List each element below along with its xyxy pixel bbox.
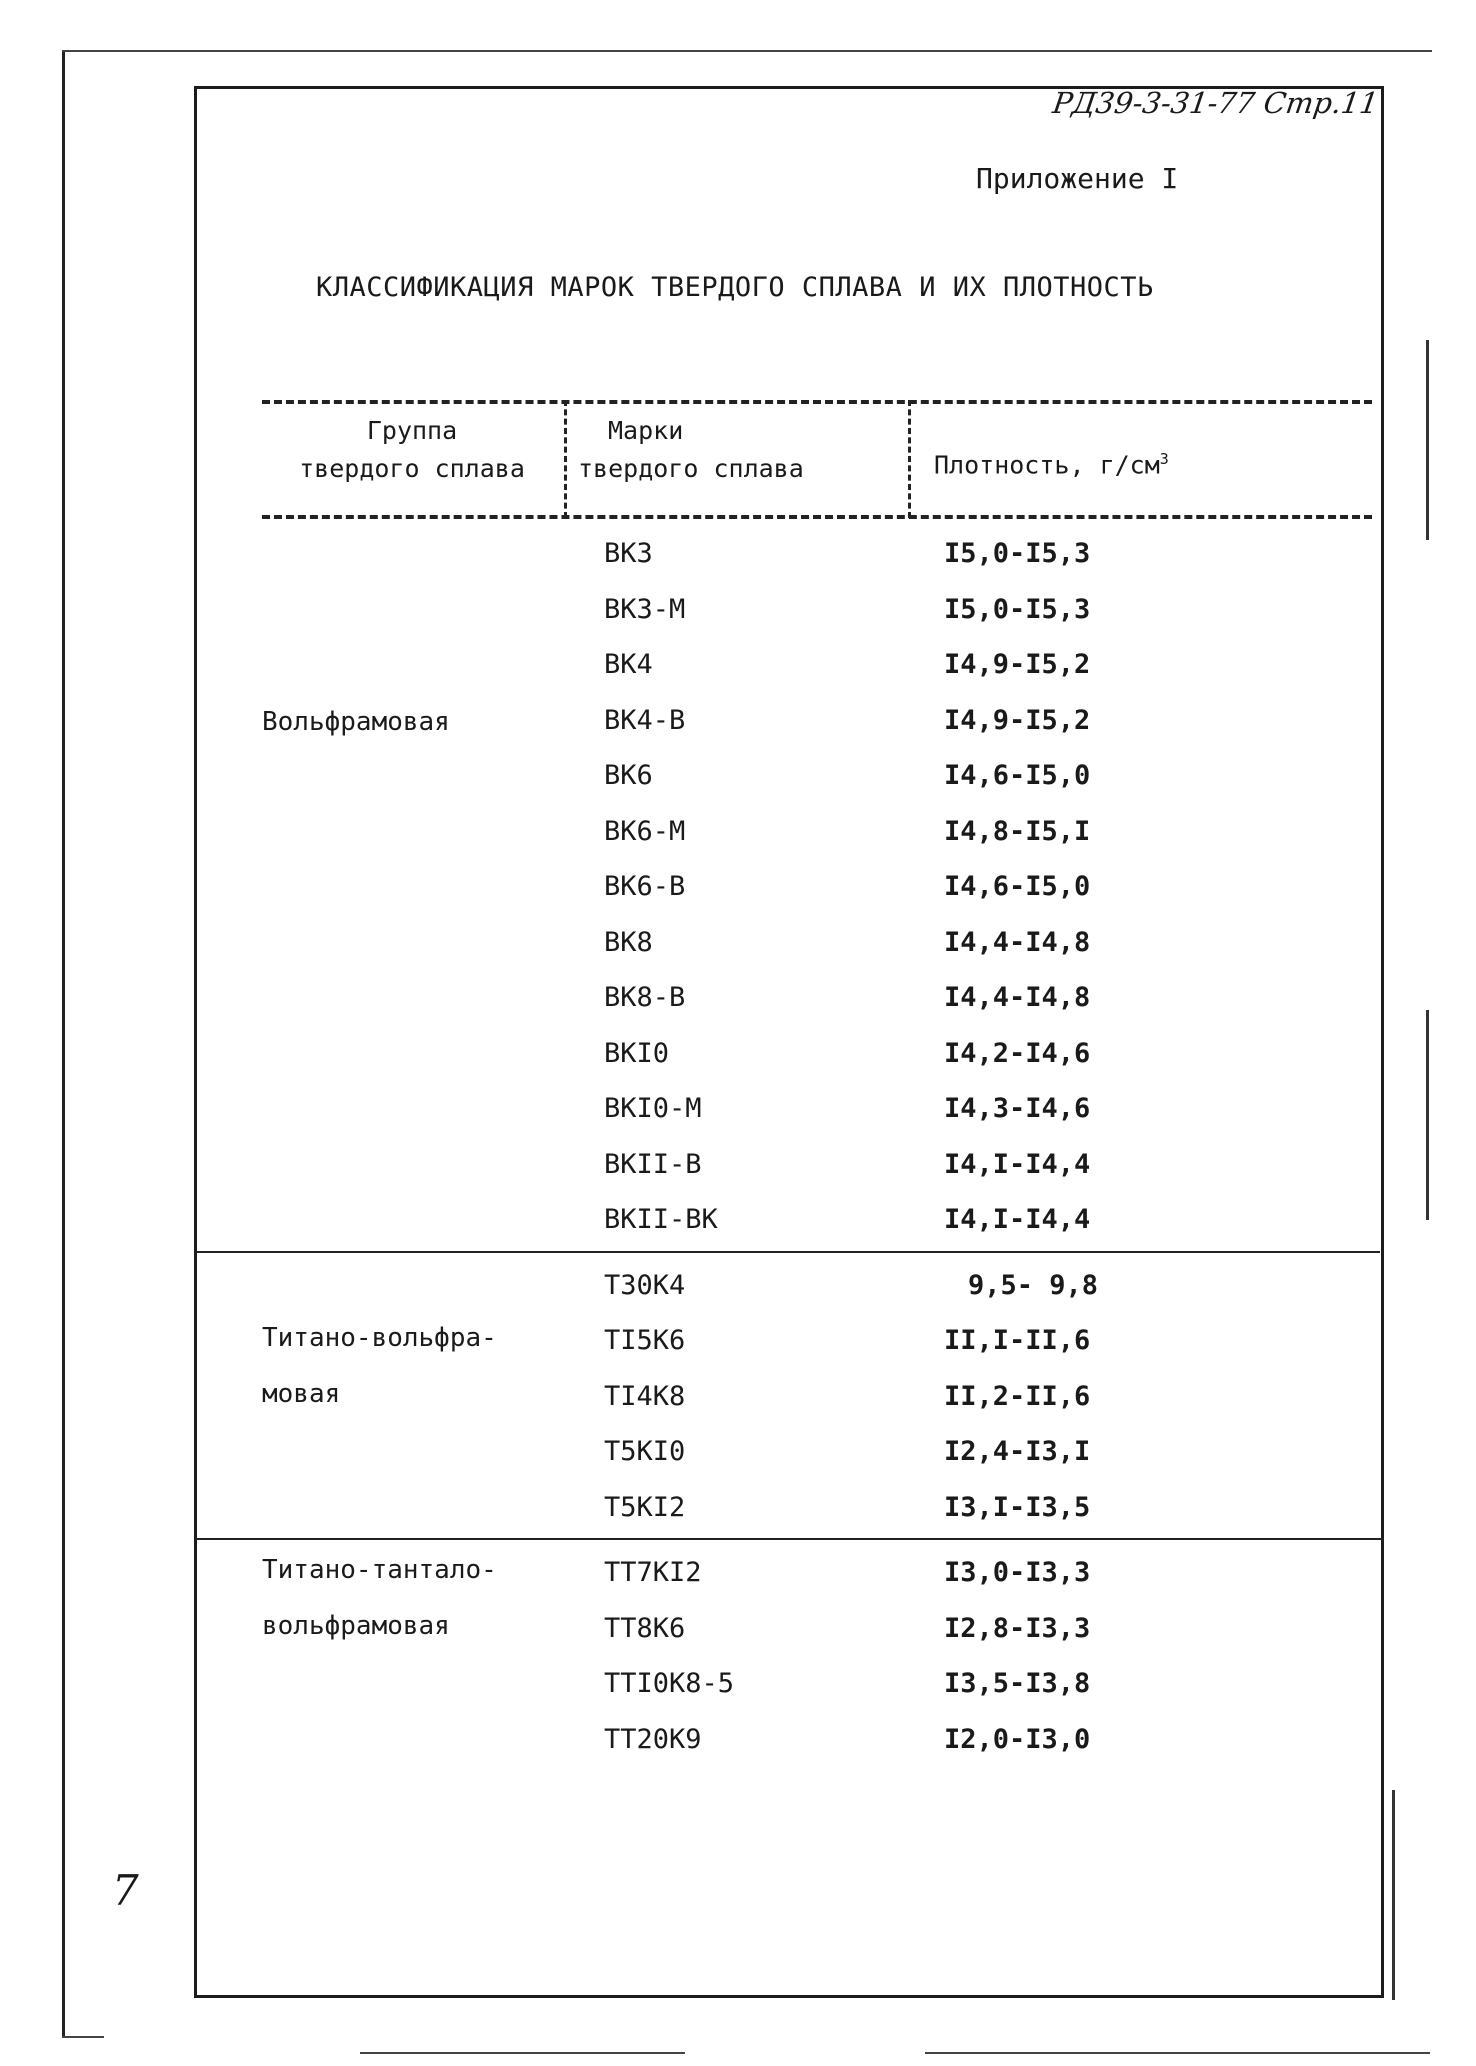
density-cell: I4,I-I4,4	[944, 1148, 1091, 1180]
grade-cell: ТТI0К8-5	[604, 1668, 735, 1699]
density-cell: I4,8-I5,I	[944, 815, 1091, 847]
grade-cell: ВК3-М	[604, 593, 686, 625]
grade-cell: ВК8	[604, 926, 653, 958]
grade-cell: ВК4-В	[604, 704, 686, 736]
grade-cell: Т5КI0	[604, 1436, 686, 1467]
header-divider	[908, 400, 911, 518]
col-header-group-line1: Группа	[366, 416, 458, 445]
edge-mark	[1426, 1010, 1429, 1220]
grade-cell: ВКI0	[604, 1037, 670, 1069]
density-cell: I4,6-I5,0	[944, 871, 1091, 902]
group-name: мовая	[262, 1378, 341, 1409]
bottom-edge-line	[925, 2052, 1430, 2054]
grade-cell: ТТ20К9	[604, 1723, 702, 1755]
edge-mark	[1426, 340, 1429, 540]
edge-mark	[1392, 1790, 1395, 2000]
density-cell: I4,4-I4,8	[944, 982, 1091, 1013]
density-cell: I4,9-I5,2	[944, 704, 1091, 736]
grade-cell: ВК6-М	[604, 815, 686, 847]
density-cell: I5,0-I5,3	[944, 593, 1091, 625]
density-cell: I2,0-I3,0	[944, 1723, 1091, 1755]
density-cell: I3,I-I3,5	[944, 1491, 1091, 1523]
grade-cell: ТТ7КI2	[604, 1557, 702, 1588]
col-header-density-label: Плотность, г/см	[934, 450, 1160, 480]
density-cell: I5,0-I5,3	[944, 538, 1091, 569]
grade-cell: ВК6-В	[604, 871, 686, 902]
grade-cell: ВКII-ВК	[604, 1204, 718, 1235]
bottom-edge-line	[360, 2052, 685, 2054]
group-separator	[196, 1538, 1384, 1540]
col-header-density	[934, 440, 1169, 484]
grade-cell: ТI5К6	[604, 1325, 686, 1356]
density-cell: 9,5- 9,8	[968, 1269, 1099, 1301]
grade-cell: Т5КI2	[604, 1491, 686, 1523]
col-header-group-line2: твердого сплава	[299, 454, 525, 483]
grade-cell: ВК8-В	[604, 982, 686, 1013]
density-cell: II,I-II,6	[944, 1325, 1091, 1356]
density-cell: I3,5-I3,8	[944, 1668, 1091, 1699]
group-name: Титано-тантало-	[262, 1555, 497, 1585]
density-cell: I4,I-I4,4	[944, 1204, 1091, 1235]
grade-cell: ВКII-В	[604, 1148, 702, 1180]
grade-cell: Т30К4	[604, 1269, 686, 1301]
table-header-rule	[262, 515, 1372, 519]
grade-cell: ТI4К8	[604, 1380, 686, 1412]
page-frame	[194, 86, 1384, 1998]
col-header-group	[262, 412, 562, 488]
density-cell: I2,4-I3,I	[944, 1436, 1091, 1467]
density-cell: I4,3-I4,6	[944, 1093, 1091, 1124]
document-code: РД39-3-31-77 Стр.11	[1050, 86, 1381, 120]
density-cell: I3,0-I3,3	[944, 1557, 1091, 1588]
density-cell: I4,9-I5,2	[944, 649, 1091, 680]
group-name: вольфрамовая	[262, 1610, 450, 1641]
outer-border-top	[62, 50, 1432, 52]
density-cell: I4,2-I4,6	[944, 1037, 1091, 1069]
density-cell: I4,6-I5,0	[944, 760, 1091, 791]
margin-number: 7	[112, 1866, 139, 1915]
density-cell: I2,8-I3,3	[944, 1612, 1091, 1644]
grade-cell: ВК6	[604, 760, 653, 791]
header-divider	[564, 400, 567, 518]
col-header-grade-line1: Марки	[608, 416, 684, 445]
density-cell: I4,4-I4,8	[944, 926, 1091, 958]
grade-cell: ВК4	[604, 649, 653, 680]
outer-border-bottom	[62, 2036, 104, 2038]
density-cell: II,2-II,6	[944, 1380, 1091, 1412]
col-header-density-unit-exp: 3	[1159, 450, 1169, 468]
page-title: КЛАССИФИКАЦИЯ МАРОК ТВЕРДОГО СПЛАВА И ИХ ПЛОТНОСТЬ	[316, 272, 1154, 303]
col-header-grade-line2: твердого сплава	[578, 454, 804, 483]
table-top-rule	[262, 400, 1372, 404]
group-separator	[196, 1251, 1380, 1253]
outer-border-left	[62, 52, 65, 2037]
grade-cell: ТТ8К6	[604, 1612, 686, 1644]
group-name: Вольфрамовая	[262, 706, 450, 737]
appendix-label: Приложение I	[976, 162, 1179, 195]
grade-cell: ВКI0-М	[604, 1093, 702, 1124]
grade-cell: ВК3	[604, 538, 653, 569]
col-header-grade	[578, 412, 898, 488]
group-name: Титано-вольфра-	[262, 1323, 497, 1353]
